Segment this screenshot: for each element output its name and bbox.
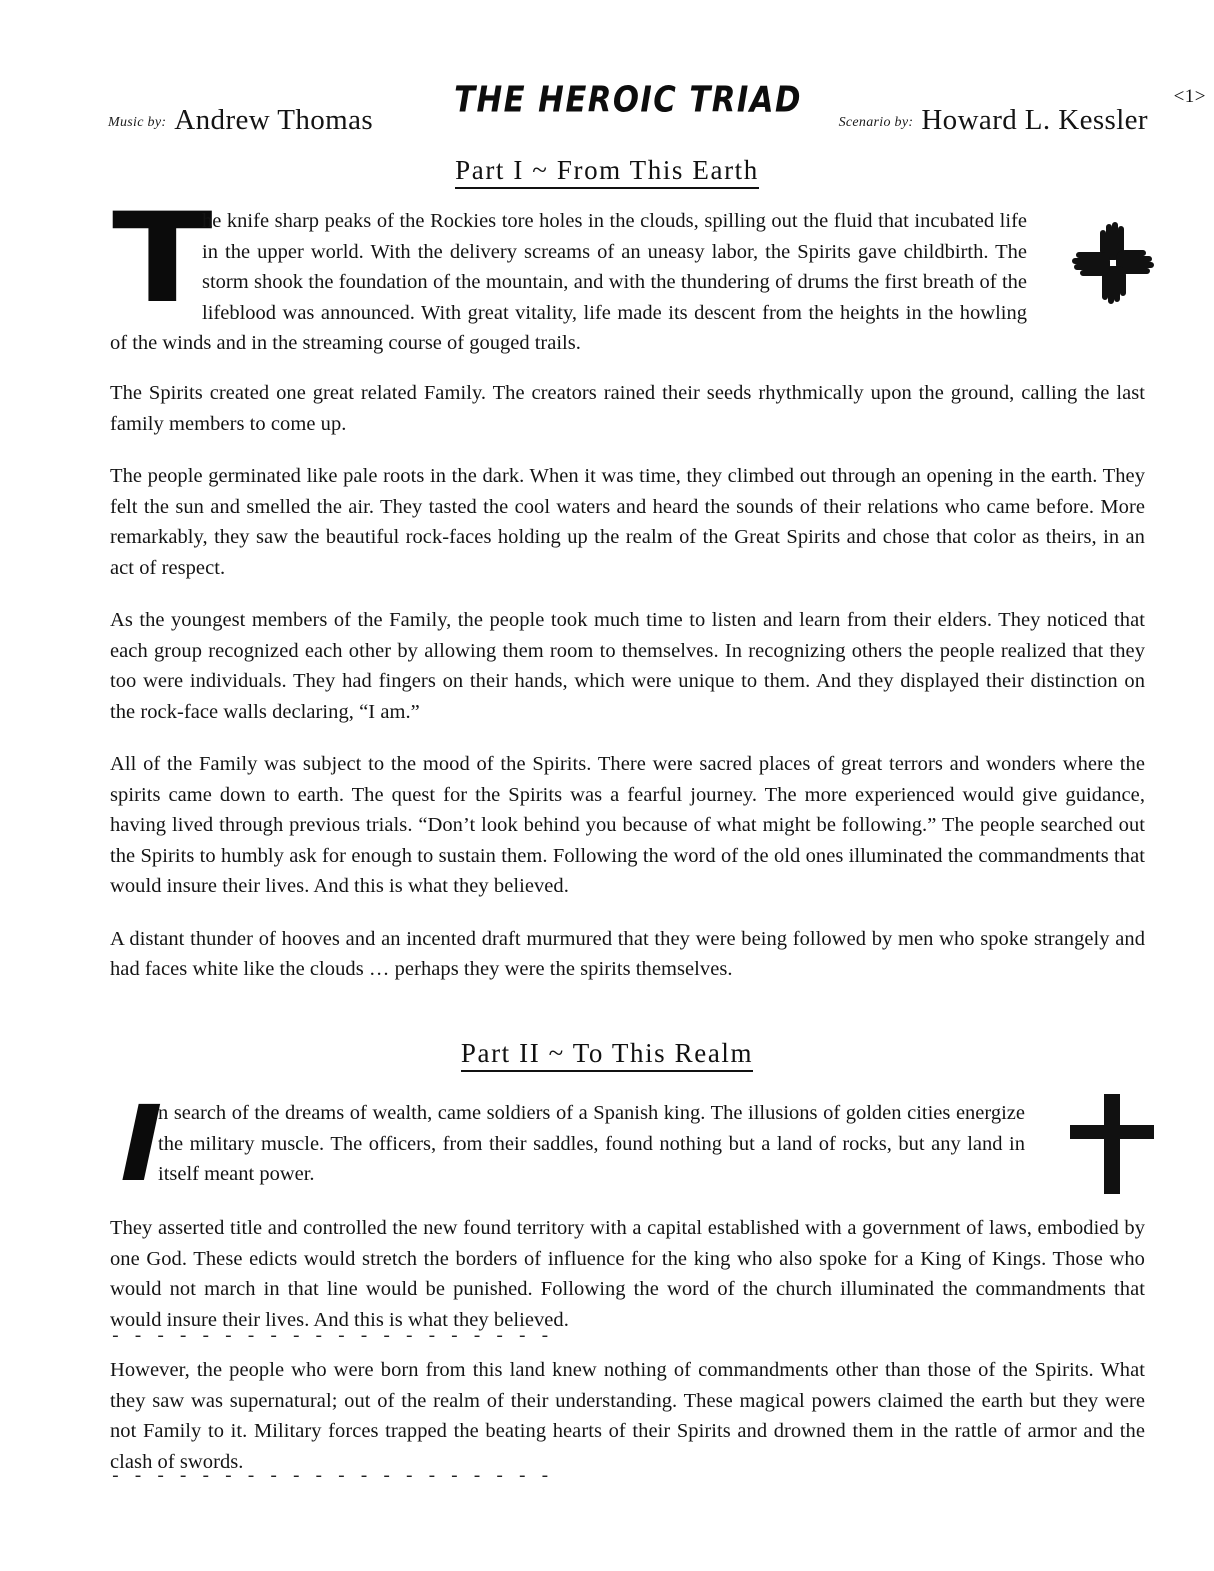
part-ii-heading bbox=[0, 1038, 1214, 1069]
document-title: THE HEROIC TRIAD bbox=[454, 78, 802, 121]
part-ii-body-second bbox=[110, 1355, 1145, 1477]
paragraph: All of the Family was subject to the mood of the Spirits. There were sacred places of great terrors and wonders where the spirits came down to earth. The quest for the Spirits was a fearful journey. The more experienced would give guidance, having lived through previous trials. “Don’t look behind you because of what might be following.” The people searched out the Spirits to humbly ask for enough to sustain them. Following the word of the old ones illuminated the commandments that would insure their lives. And this is what they believed. bbox=[110, 753, 1145, 897]
part-ii-opening-text: n search of the dreams of wealth, came soldiers of a Spanish king. The illusions of golden cities energize the military muscle. The officers, from their saddles, found nothing but a land of rocks, but any land in itself meant power. bbox=[158, 1102, 1025, 1185]
part-ii-heading-text: Part II ~ To This Realm bbox=[461, 1038, 753, 1072]
music-credit bbox=[108, 104, 373, 137]
dropcap-letter-t: T bbox=[112, 185, 213, 331]
paragraph: However, the people who were born from this land knew nothing of commandments other than those of the Spirits. What they saw was supernatural; out of the realm of their understanding. These magical powers claimed the earth but they were not Family to it. Military forces trapped the beating hearts of their Spirits and drowned them in the rattle of armor and the clash of swords. bbox=[110, 1359, 1145, 1473]
dashed-separator: - - - - - - - - - - - - - - - - - - - - bbox=[110, 1327, 551, 1347]
part-i-opening-text: he knife sharp peaks of the Rockies tore holes in the clouds, spilling out the fluid that incubated life in the upper world. With the delivery screams of an uneasy labor, the Spirits gave childbirth. The storm shook the foundation of the mountain, and with the thundering of drums the first breath of the lifeblood was announced. With great vitality, life made its descent from the heights in the howling of the winds and in the streaming course of gouged trails. bbox=[110, 210, 1027, 354]
paragraph: They asserted title and controlled the new found territory with a capital established with a government of laws, embodied by one God. These edicts would stretch the borders of influence for the king who also spoke for a King of Kings. Those who would not march in that line would be punished. Following the word of the church illuminated the commandments that would insure their lives. And this is what they believed. bbox=[110, 1217, 1145, 1331]
paragraph: The Spirits created one great related Family. The creators rained their seeds rhythmically upon the ground, calling the last family members to come up. bbox=[110, 382, 1145, 435]
scenario-credit-name: Howard L. Kessler bbox=[921, 104, 1148, 136]
paragraph: A distant thunder of hooves and an incented draft murmured that they were being followed by men who spoke strangely and had faces white like the clouds … perhaps they were the spirits themselves. bbox=[110, 927, 1145, 980]
paragraph: As the youngest members of the Family, the people took much time to listen and learn from their elders. They noticed that each group recognized each other by allowing them room to themselves. In recognizing others the people realized that they too were individuals. They had fingers on their hands, which were unique to them. And they displayed their distinction on the rock-face walls declaring, “I am.” bbox=[110, 609, 1145, 723]
dashed-separator: - - - - - - - - - - - - - - - - - - - - bbox=[110, 1467, 551, 1487]
part-i-heading bbox=[0, 155, 1214, 186]
page-header bbox=[108, 78, 1148, 148]
part-i-body bbox=[110, 378, 1145, 985]
scenario-credit-label: Scenario by: bbox=[838, 115, 914, 130]
part-i-heading-text: Part I ~ From This Earth bbox=[455, 155, 759, 189]
scenario-credit bbox=[839, 104, 1148, 137]
part-ii-body-first bbox=[110, 1213, 1145, 1335]
paragraph: The people germinated like pale roots in the dark. When it was time, they climbed out through an opening in the earth. They felt the sun and smelled the air. They tasted the cool waters and heard the sounds of their relations who came before. More remarkably, they saw the beautiful rock-faces holding up the realm of the Great Spirits and chose that color as theirs, in an act of respect. bbox=[110, 465, 1145, 579]
music-credit-name: Andrew Thomas bbox=[174, 104, 374, 136]
part-i-opening-paragraph bbox=[110, 206, 1145, 359]
part-ii-opening-paragraph bbox=[110, 1098, 1145, 1190]
dropcap-letter-i: I bbox=[120, 1083, 163, 1205]
page-number-marker: <1> bbox=[1173, 86, 1206, 107]
music-credit-label: Music by: bbox=[108, 115, 167, 130]
